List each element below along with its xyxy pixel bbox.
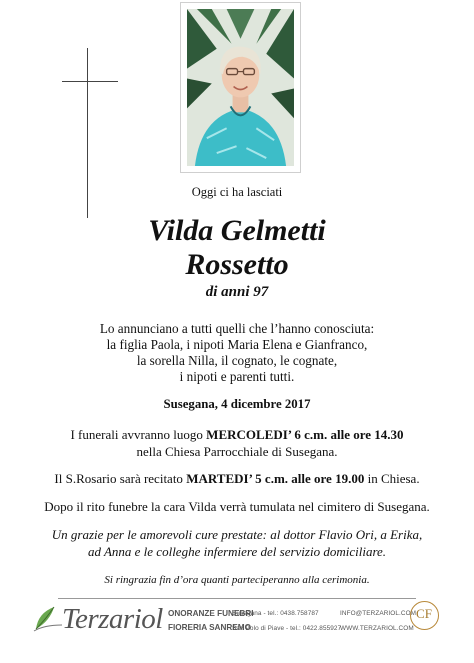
- funeral-line-1: [0, 427, 474, 444]
- funeral-intro: I funerali avvranno luogo: [70, 427, 207, 442]
- thanks-line: Un grazie per le amorevoli cure prestate: al dottor Flavio Ori, a Erika,: [51, 527, 423, 542]
- cross-horizontal-bar: [62, 81, 118, 82]
- leaf-logo-icon: [32, 603, 66, 633]
- funeral-location: nella Chiesa Parrocchiale di Susegana.: [136, 443, 338, 459]
- funeral-notice: [0, 427, 474, 460]
- closing-line: Si ringrazia fin d’ora quanti parteciperanno alla cerimonia.: [104, 574, 370, 586]
- announcement-line: i nipoti e parenti tutti.: [179, 369, 295, 384]
- contact-email[interactable]: INFO@TERZARIOL.COM: [340, 610, 417, 617]
- portrait-photo: [180, 2, 301, 173]
- brand-logo: Terzariol: [62, 603, 163, 635]
- deceased-age: di anni 97: [205, 284, 269, 300]
- portrait-image: [187, 9, 294, 166]
- cf-badge-text: CF: [416, 606, 432, 621]
- announcement-block: [0, 321, 474, 385]
- rosary-datetime: MARTEDI’ 5 c.m. alle ore 19.00: [186, 471, 365, 486]
- announcement-line: la figlia Paola, i nipoti Maria Elena e Gianfranco,: [106, 337, 368, 352]
- burial-notice: Dopo il rito funebre la cara Vilda verrà tumulata nel cimitero di Susegana.: [44, 499, 430, 514]
- announcement-line: la sorella Nilla, il cognato, le cognate,: [136, 353, 338, 368]
- contact-susegana: Susegana - tel.: 0438.758787: [232, 610, 319, 617]
- service-funeral: ONORANZE FUNEBRI: [168, 609, 254, 618]
- thanks-line: ad Anna e le colleghe infermiere del servizio domiciliare.: [87, 543, 387, 559]
- announcement-line: Lo annunciano a tutti quelli che l’hanno conosciuta:: [99, 321, 375, 336]
- deceased-name-second: Rossetto: [185, 248, 289, 281]
- contact-website[interactable]: WWW.TERZARIOL.COM: [340, 625, 414, 632]
- intro-line: Oggi ci ha lasciati: [191, 185, 283, 199]
- contact-san-polo: San Polo di Piave - tel.: 0422.855927: [232, 625, 342, 632]
- funeral-datetime: MERCOLEDI’ 6 c.m. alle ore 14.30: [206, 427, 404, 442]
- place-and-date: Susegana, 4 dicembre 2017: [163, 397, 311, 411]
- service-florist: FIORERIA SANREMO: [168, 623, 251, 632]
- rosary-location: in Chiesa.: [364, 471, 420, 486]
- rosary-notice: [0, 471, 474, 487]
- footer-divider: [58, 598, 416, 599]
- thanks-block: [0, 527, 474, 560]
- deceased-name-first: Vilda Gelmetti: [148, 214, 326, 247]
- rosary-intro: Il S.Rosario sarà recitato: [54, 471, 187, 486]
